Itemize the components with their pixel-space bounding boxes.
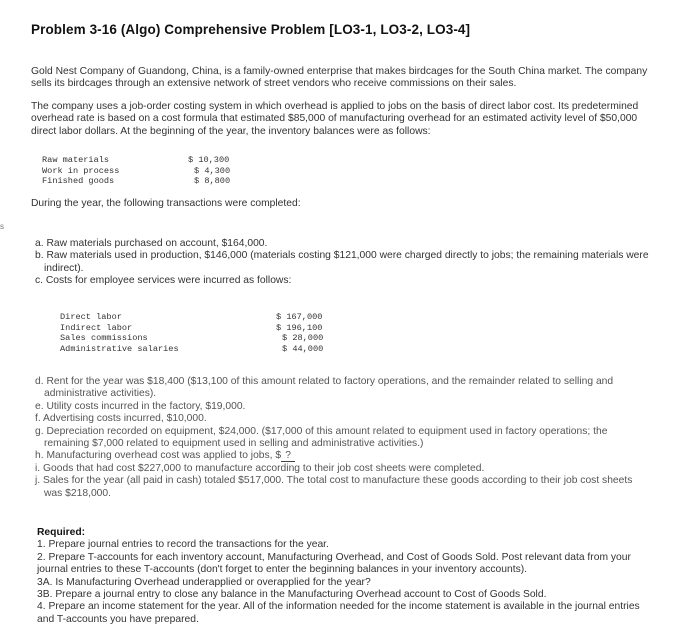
cost-label: Indirect labor (60, 322, 133, 333)
edge-mark: s (0, 222, 4, 231)
applied-overhead-blank: ? (281, 451, 295, 462)
text-line: administrative activities). (44, 388, 157, 400)
transaction-b (35, 250, 649, 275)
transaction-g (35, 426, 632, 451)
text-line: 3A. Is Manufacturing Overhead underapplied or overapplied for the year? (37, 576, 371, 588)
required-section (37, 527, 640, 626)
inventory-label: Raw materials (42, 155, 110, 165)
required-item-1 (37, 539, 640, 551)
text-line: 4. Prepare an income statement for the year. All of the information needed for the income statement is available in the journal entries (37, 601, 640, 613)
inventory-label: Finished goods (42, 176, 115, 187)
text-line: sells its birdcages through an extensive network of street vendors who receive commissions on their sales. (31, 78, 517, 90)
inventory-balances-table (42, 155, 230, 187)
text-line: overhead rate is based on a cost formula that estimated $85,000 of manufacturing overhead for an estimated activity level of $50,000 (31, 113, 638, 125)
inventory-label: Work in process (42, 165, 120, 176)
text-line: h. Manufacturing overhead cost was applied to jobs, $ (35, 450, 282, 462)
cost-value: $ 196,100 (276, 322, 323, 333)
text-line: e. Utility costs incurred in the factory, $19,000. (35, 400, 246, 412)
required-item-3a (37, 577, 640, 589)
table-row (42, 155, 230, 166)
cost-label: Sales commissions (60, 333, 148, 344)
employee-costs-table (60, 312, 323, 354)
table-row (60, 344, 323, 355)
text-line: and T-accounts you have prepared. (37, 613, 199, 625)
text-line: f. Advertising costs incurred, $10,000. (35, 413, 207, 425)
intro-paragraph-2 (31, 101, 638, 138)
text-line: g. Depreciation recorded on equipment, $24,000. ($17,000 of this amount related to equipment used in factory operations; the (35, 425, 608, 437)
text-line: j. Sales for the year (all paid in cash) totaled $517,000. The total cost to manufacture these goods according to their job cost sheets (35, 475, 633, 487)
table-row (60, 312, 323, 323)
text-line: i. Goods that had cost $227,000 to manufacture according to their job cost sheets were completed. (35, 462, 485, 474)
transaction-j (35, 475, 632, 500)
transaction-f (35, 413, 632, 425)
text-line: was $218,000. (44, 487, 111, 499)
table-row (42, 176, 230, 187)
cost-label: Administrative salaries (60, 343, 179, 354)
cost-value: $ 28,000 (282, 333, 324, 344)
transaction-c (35, 275, 649, 287)
text-line: 1. Prepare journal entries to record the transactions for the year. (37, 539, 329, 551)
table-row (42, 166, 230, 177)
text-line: d. Rent for the year was $18,400 ($13,100 of this amount related to factory operations, and the remainder related to selling and (35, 376, 614, 387)
text-line: remaining $7,000 related to equipment used in selling and administrative activities.) (44, 438, 424, 450)
text-line: 2. Prepare T-accounts for each inventory account, Manufacturing Overhead, and Cost of Goods Sold. Post relevant data from your (37, 551, 631, 563)
inventory-value: $ 8,800 (194, 176, 231, 187)
cost-value: $ 44,000 (282, 343, 324, 354)
text-line: direct labor dollars. At the beginning of the year, the inventory balances were as follows: (31, 125, 431, 137)
inventory-value: $ 4,300 (194, 165, 231, 176)
required-item-3b (37, 589, 640, 601)
transaction-h (35, 450, 632, 462)
text-line: journal entries to these T-accounts (don't forget to enter the beginning balances in your inventory accounts). (37, 564, 528, 576)
cost-label: Direct labor (60, 312, 122, 322)
required-item-4 (37, 601, 640, 626)
text-line: indirect). (44, 262, 84, 274)
intro-paragraph-1 (31, 66, 647, 91)
text-line: a. Raw materials purchased on account, $164,000. (35, 238, 268, 249)
transaction-i (35, 463, 632, 475)
required-item-2 (37, 552, 640, 577)
text-line: The company uses a job-order costing system in which overhead is applied to jobs on the basis of direct labor cost. Its predetermined (31, 101, 639, 112)
transaction-d (35, 376, 632, 401)
transaction-a (35, 238, 649, 250)
inventory-value: $ 10,300 (188, 155, 230, 165)
text-line: Gold Nest Company of Guandong, China, is a family-owned enterprise that makes birdcages for the South China market. The company (31, 66, 648, 77)
problem-title: Problem 3-16 (Algo) Comprehensive Problem [LO3-1, LO3-2, LO3-4] (31, 22, 471, 37)
transactions-d-j (35, 376, 632, 500)
text-line: 3B. Prepare a journal entry to close any balance in the Manufacturing Overhead account to Cost of Goods Sold. (37, 589, 547, 601)
text-line: During the year, the following transactions were completed: (31, 198, 301, 209)
transaction-e (35, 401, 632, 413)
transactions-intro (31, 198, 301, 210)
text-line: c. Costs for employee services were incurred as follows: (35, 275, 292, 287)
text-line: b. Raw materials used in production, $146,000 (materials costing $121,000 were charged directly to jobs; the remaining materials were (35, 250, 649, 262)
table-row (60, 333, 323, 344)
transactions-a-c (35, 238, 649, 288)
table-row (60, 323, 323, 334)
cost-value: $ 167,000 (276, 312, 323, 322)
required-heading: Required: (37, 527, 86, 538)
